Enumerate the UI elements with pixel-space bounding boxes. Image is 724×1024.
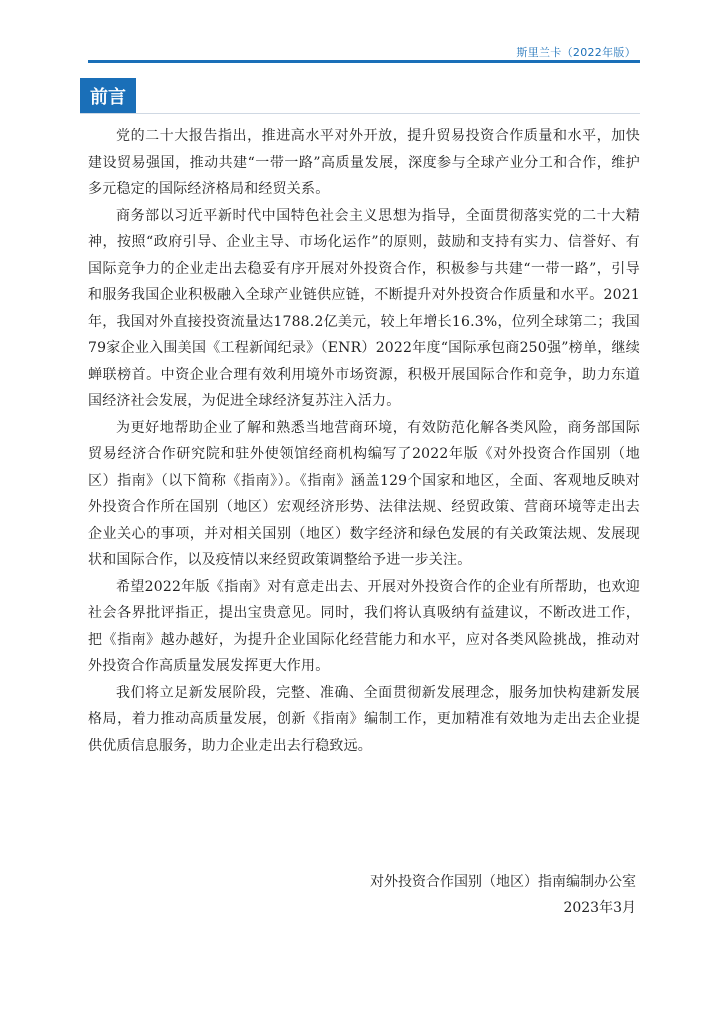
paragraph: 希望2022年版《指南》对有意走出去、开展对外投资合作的企业有所帮助，也欢迎社会各界批评指正，提出宝贵意见。同时，我们将认真吸纳有益建议，不断改进工作，把《指南》越办越好，为提升企业国际化经营能力和水平，应对各类风险挑战，推动对外投资合作高质量发展发挥更大作用。: [88, 578, 640, 674]
signature-office: 对外投资合作国别（地区）指南编制办公室: [370, 874, 636, 890]
running-header: 斯里兰卡（2022年版）: [516, 46, 636, 59]
signature-block: [370, 869, 636, 921]
section-title: 前言: [80, 78, 136, 114]
body-text: [88, 123, 640, 759]
header-divider: [88, 60, 640, 63]
paragraph: 我们将立足新发展阶段，完整、准确、全面贯彻新发展理念，服务加快构建新发展格局，着力推动高质量发展，创新《指南》编制工作，更加精准有效地为走出去企业提供优质信息服务，助力企业走出去行稳致远。: [88, 684, 640, 754]
paragraph: 商务部以习近平新时代中国特色社会主义思想为指导，全面贯彻落实党的二十大精神，按照“政府引导、企业主导、市场化运作”的原则，鼓励和支持有实力、信誉好、有国际竞争力的企业走出去稳妥有序开展对外投资合作，积极参与共建“一带一路”，引导和服务我国企业积极融入全球产业链供应链，不断提升对外投资合作质量和水平。2021年，我国对外直接投资流量达1788.2亿美元，较上年增长16.3%，位列全球第二；我国79家企业入围美国《工程新闻纪录》（ENR）2022年度“国际承包商250强”榜单，继续蝉联榜首。中资企业合理有效利用境外市场资源，积极开展国际合作和竞争，助力东道国经济社会发展，为促进全球经济复苏注入活力。: [88, 207, 640, 409]
paragraph: 为更好地帮助企业了解和熟悉当地营商环境，有效防范化解各类风险，商务部国际贸易经济合作研究院和驻外使领馆经商机构编写了2022年版《对外投资合作国别（地区）指南》（以下简称《指南》）。《指南》涵盖129个国家和地区，全面、客观地反映对外投资合作所在国别（地区）宏观经济形势、法律法规、经贸政策、营商环境等走出去企业关心的事项，并对相关国别（地区）数字经济和绿色发展的有关政策法规、发展现状和国际合作，以及疫情以来经贸政策调整给予进一步关注。: [88, 419, 640, 568]
title-divider: [80, 113, 640, 114]
signature-date: 2023年3月: [563, 900, 636, 916]
paragraph: 党的二十大报告指出，推进高水平对外开放，提升贸易投资合作质量和水平，加快建设贸易强国，推动共建“一带一路”高质量发展，深度参与全球产业分工和合作，维护多元稳定的国际经济格局和经贸关系。: [88, 128, 640, 197]
